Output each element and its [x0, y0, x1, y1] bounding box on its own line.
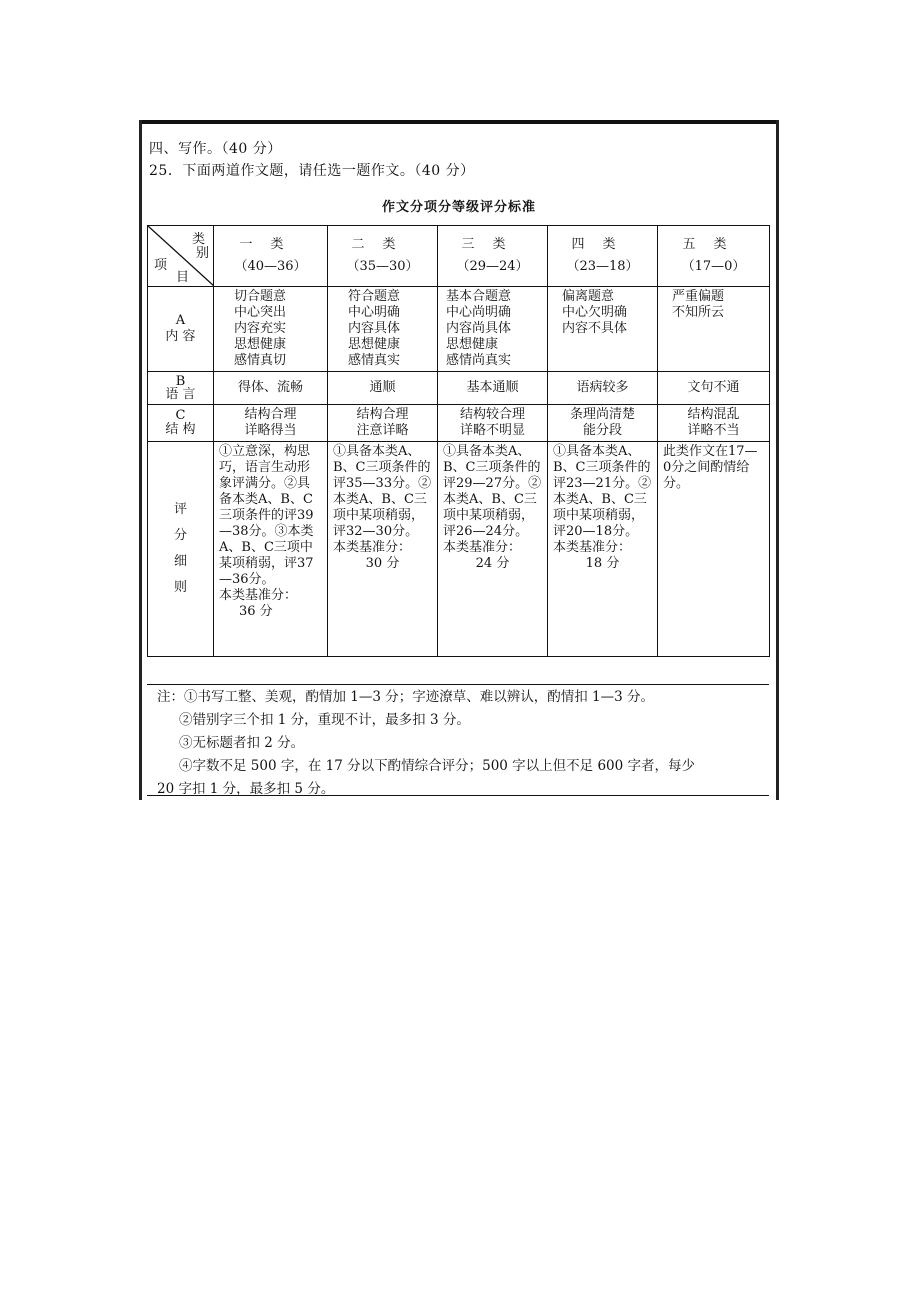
cell-line: 符合题意	[348, 289, 401, 304]
section-heading: 四、写作。（40 分）	[149, 141, 282, 157]
class-header-1	[214, 226, 328, 287]
cell-line: 感情真切	[234, 353, 287, 368]
row-head-scoring	[148, 442, 214, 657]
cell-line: 结构合理	[356, 407, 409, 422]
class-range: （17—0）	[681, 259, 746, 274]
frame-top-border	[139, 120, 779, 124]
base-score-label: 本类基准分：	[553, 540, 632, 555]
class-name: 三类	[461, 237, 524, 252]
cell-line: 能分段	[582, 423, 622, 438]
table-title: 作文分项分等级评分标准	[381, 200, 536, 215]
scoring-text: ①立意深，构思巧，语言生动形象评满分。②具备本类A、B、C三项条件的评39—38分。③本类A、B、C三项中某项稍弱，评37—36分。	[219, 444, 314, 587]
class-header-4	[548, 226, 658, 287]
class-name: 一类	[239, 237, 302, 252]
class-name: 五类	[682, 237, 745, 252]
cell-line: 结构较合理	[459, 407, 525, 422]
class-header-5	[658, 226, 770, 287]
cell-line: 结构合理	[244, 407, 297, 422]
structure-cell-3	[438, 405, 548, 442]
grading-table	[147, 225, 770, 657]
base-score-label: 本类基准分：	[333, 540, 412, 555]
scoring-cell-5	[658, 442, 770, 657]
cell-line: 感情尚真实	[446, 353, 512, 368]
structure-cell-4	[548, 405, 658, 442]
row-label: 内 容	[165, 329, 196, 344]
row-label-char: 评	[173, 502, 187, 517]
cell-line: 偏离题意	[562, 289, 615, 304]
base-score: 24 分	[475, 556, 510, 571]
cell-line: 内容尚具体	[446, 321, 512, 336]
content-cell-3	[438, 287, 548, 372]
content-row	[148, 287, 770, 372]
scoring-row	[148, 442, 770, 657]
base-score: 36 分	[239, 604, 273, 619]
base-score-label: 本类基准分：	[443, 540, 522, 555]
structure-cell-2	[328, 405, 438, 442]
note-line-4: ④字数不足 500 字，在 17 分以下酌情综合评分；500 字以上但不足 600 字者，每少	[179, 758, 696, 774]
language-row	[148, 372, 770, 405]
cell-line: 切合题意	[234, 289, 287, 304]
scanned-page	[139, 120, 779, 800]
cell-line: 中心欠明确	[562, 305, 628, 320]
language-cell-1: 得体、流畅	[214, 372, 328, 405]
cell-line: 详略得当	[244, 423, 297, 438]
scoring-cell-2	[328, 442, 438, 657]
row-label: 语 言	[165, 387, 196, 402]
cell-line: 思想健康	[446, 337, 499, 352]
structure-row	[148, 405, 770, 442]
class-header-2	[328, 226, 438, 287]
cell-line: 感情真实	[348, 353, 401, 368]
row-label-char: 细	[173, 554, 187, 569]
scoring-text: ①具备本类A、B、C三项条件的评35—33分。②本类A、B、C三项中某项稍弱，评32—30分。	[333, 444, 432, 539]
note-line-2: ②错别字三个扣 1 分，重现不计，最多扣 3 分。	[179, 712, 470, 728]
note-line-3: ③无标题者扣 2 分。	[179, 735, 305, 751]
cell-line: 内容不具体	[562, 321, 628, 336]
header-row	[148, 226, 770, 287]
corner-label-mu: 目	[176, 270, 190, 285]
language-cell-5: 文句不通	[658, 372, 770, 405]
scoring-text: ①具备本类A、B、C三项条件的评23—21分。②本类A、B、C三项中某项稍弱，评20—18分。	[553, 444, 652, 539]
cell-line: 内容充实	[234, 321, 287, 336]
cell-line: 注意详略	[356, 423, 409, 438]
content-cell-5	[658, 287, 770, 372]
row-letter: C	[175, 408, 186, 423]
cell-line: 中心明确	[348, 305, 401, 320]
cell-line: 思想健康	[234, 337, 287, 352]
corner-label-lei: 类	[191, 232, 205, 247]
cell-line: 基本合题意	[446, 289, 512, 304]
corner-label-xiang: 项	[154, 258, 168, 273]
base-score: 18 分	[585, 556, 620, 571]
corner-header-cell	[148, 226, 214, 287]
row-letter: B	[175, 374, 186, 389]
cell-line: 不知所云	[672, 305, 725, 320]
class-range: （40—36）	[234, 259, 307, 274]
class-range: （23—18）	[566, 259, 639, 274]
class-header-3	[438, 226, 548, 287]
row-label-char: 则	[173, 580, 187, 595]
cell-line: 结构混乱	[687, 407, 740, 422]
frame-right-border	[776, 120, 779, 800]
row-label-char: 分	[173, 528, 187, 543]
scoring-cell-1	[214, 442, 328, 657]
note-line-1: 注：①书写工整、美观，酌情加 1—3 分；字迹潦草、难以辨认，酌情扣 1—3 分。	[157, 689, 655, 705]
row-letter: A	[175, 313, 186, 328]
class-range: （35—30）	[346, 259, 419, 274]
class-range: （29—24）	[456, 259, 529, 274]
cell-line: 详略不明显	[459, 423, 525, 438]
class-name: 二类	[351, 237, 414, 252]
scoring-cell-4	[548, 442, 658, 657]
cell-line: 中心尚明确	[446, 305, 512, 320]
scoring-text: 此类作文在17—0分之间酌情给分。	[663, 444, 758, 491]
language-cell-4: 语病较多	[548, 372, 658, 405]
question-text: 25．下面两道作文题，请任选一题作文。（40 分）	[149, 163, 475, 179]
note-line-5: 20 字扣 1 分，最多扣 5 分。	[157, 781, 335, 797]
cell-line: 中心突出	[234, 305, 287, 320]
row-head-language	[148, 372, 214, 405]
cell-line: 严重偏题	[672, 289, 725, 304]
notes	[147, 686, 769, 801]
base-score: 30 分	[365, 556, 400, 571]
structure-cell-5	[658, 405, 770, 442]
cell-line: 条理尚清楚	[569, 407, 635, 422]
language-cell-2: 通顺	[328, 372, 438, 405]
frame-left-border	[139, 120, 142, 800]
base-score-label: 本类基准分：	[219, 588, 298, 603]
row-head-content	[148, 287, 214, 372]
language-cell-3: 基本通顺	[438, 372, 548, 405]
corner-label-bie: 别	[195, 246, 209, 261]
content-cell-2	[328, 287, 438, 372]
structure-cell-1	[214, 405, 328, 442]
cell-line: 内容具体	[348, 321, 401, 336]
scoring-cell-3	[438, 442, 548, 657]
cell-line: 思想健康	[348, 337, 401, 352]
class-name: 四类	[571, 237, 634, 252]
row-head-structure	[148, 405, 214, 442]
row-label: 结 构	[165, 422, 196, 437]
content-cell-4	[548, 287, 658, 372]
scoring-text: ①具备本类A、B、C三项条件的评29—27分。②本类A、B、C三项中某项稍弱，评26—24分。	[443, 444, 542, 539]
content-cell-1	[214, 287, 328, 372]
cell-line: 详略不当	[687, 423, 740, 438]
